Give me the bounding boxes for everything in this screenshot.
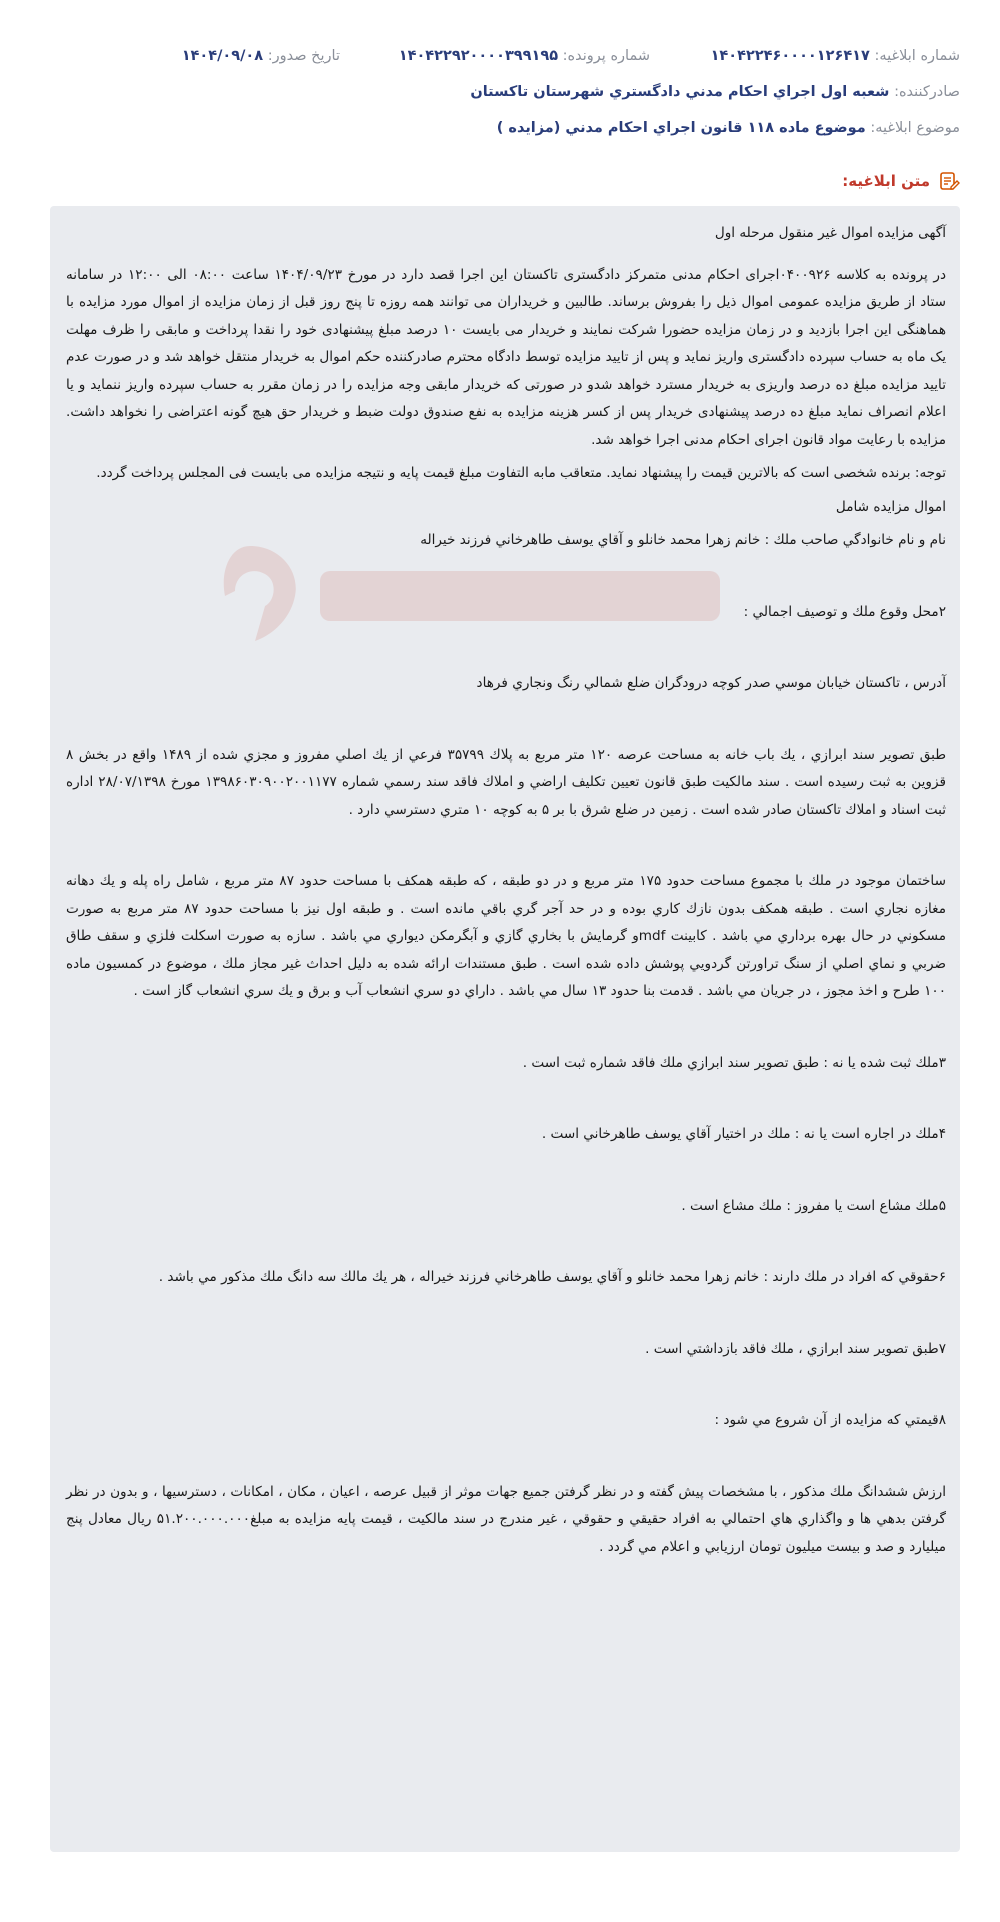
issuer: شعبه اول اجراي احکام مدني دادگستري شهرستان تاکستان xyxy=(470,84,890,100)
notice-text-heading: متن ابلاغيه: xyxy=(842,170,960,192)
paragraph-items-heading: اموال مزایده شامل xyxy=(835,498,946,515)
issuer-row: صادرکننده: شعبه اول اجراي احکام مدني دادگستري شهرستان تاکستان xyxy=(470,84,960,100)
document-edit-icon xyxy=(938,170,960,192)
notice-body xyxy=(50,206,960,1852)
paragraph-valuation: ارزش ششدانگ ملك مذكور ، با مشخصات پيش گفته و در نظر گرفتن جميع جهات موثر از قبيل عرصه ، اعيان ، مكان ، امكانات ، دسترسيها ، و بدون در نظر گرفتن بدهي ها و واگذاري هاي احتمالي به افراد حقيقي و حقوقي ، غير مندرج در سند مالكيت ، قيمت پايه مزايده به مبلغ۵۱.۲۰۰.۰۰۰.۰۰۰ ريال معادل پنج ميليارد و صد و بيست ميليون تومان ارزيابي و اعلام مي گردد . xyxy=(66,1483,946,1555)
paragraph-note: توجه: برنده شخصی است که بالاترین قیمت را پیشنهاد نماید. متعاقب مابه التفاوت مبلغ قیمت پایه و نتیجه مزایده می بایست فی المجلس پرداخت گردد. xyxy=(96,465,946,481)
paragraph-price-heading: ۸قيمتي كه مزايده از آن شروع مي شود : xyxy=(714,1412,946,1428)
paragraph-building: ساختمان موجود در ملك با مجموع مساحت حدود ۱۷۵ متر مربع و در دو طبقه ، كه طبقه همكف با مساحت حدود ۸۷ متر مربع ، شامل راه پله و يك دهانه مغازه نجاري است . طبقه همكف بدون نازك كاري بوده و در حد آجر گري باقي مانده است . و طبقه اول نيز با مساحت حدود ۸۷ متر مربع به صورت مسكوني در حال بهره برداري مي باشد . كابينت mdfو گرمايش با بخاري گازي و آبگرمكن ديواري مي باشد . سازه به صورت اسكلت فلزي و سقف طاق ضربي و نماي اصلي از سنگ تراورتن گردويي پوشش داده شده است . طبق مستندات ارائه شده به دليل احداث غير مجاز ملك ، موضوع در كمسيون ماده ۱۰۰ طرح و اخذ مجوز ، در جريان مي باشد . قدمت بنا حدود ۱۳ سال مي باشد . داراي دو سري انشعاب آب و برق و يك سري انشعاب گاز است . xyxy=(66,873,946,999)
paragraph-terms: در پرونده به کلاسه ۰۴۰۰۹۲۶اجرای احکام مدنی متمرکز دادگستری تاکستان این اجرا قصد دارد در مورخ ۱۴۰۴/۰۹/۲۳ ساعت ۰۸:۰۰ الی ۱۲:۰۰ در سامانه ستاد از طریق مزایده عمومی اموال ذیل را بفروش برساند. طالبین و خریداران می توانند همه روزه تا پنج روز قبل از زمان مزایده از اموال مورد مزایده با هماهنگی این اجرا بازدید و در زمان مزایده حضورا شرکت نمایند و خریدار می بایست ۱۰ درصد مبلغ پیشنهادی خود را نقدا پرداخت و مابقی را ظرف مهلت یک ماه به حساب سپرده دادگستری واریز نماید و پس از تایید مزایده توسط دادگاه محترم صادرکننده حکم اموال به خریدار منتقل خواهد شد و در صورت عدم تایید مزایده مبلغ ده درصد واریزی به خریدار مسترد خواهد شدو در صورتی که خریدار مابقی وجه مزایده را در زمان مقرر به حساب سپرده واریز ننماید و یا اعلام انصراف نماید مبلغ ده درصد پیشنهادی خریدار پس از کسر هزینه مزایده به نفع صندوق دولت ضبط و خریدار حق هیچ گونه اعتراضی را نخواهد داشت. مزایده با رعایت مواد قانون اجرای احکام مدنی اجرا خواهد شد. xyxy=(66,266,947,448)
paragraph-owner: نام و نام خانوادگي صاحب ملك : خانم زهرا محمد خانلو و آقاي يوسف طاهرخاني فرزند خيراله xyxy=(420,532,946,548)
subject: موضوع ماده ۱۱۸ قانون اجراي احکام مدني (مزايده ) xyxy=(496,120,866,136)
paragraph-address: آدرس ، تاكستان خيابان موسي صدر كوچه درودگران ضلع شمالي رنگ ونجاري فرهاد xyxy=(476,675,946,691)
paragraph-deed: طبق تصوير سند ابرازي ، يك باب خانه به مساحت عرصه ۱۲۰ متر مربع به پلاك ۳۵۷۹۹ فرعي از يك اصلي مفروز و مجزي شده از ۱۴۸۹ واقع در بخش ۸ قزوين به ثبت رسيده است . سند مالكيت طبق قانون تعيين تكليف اراضي و املاك فاقد سند رسمي شماره ۱۳۹۸۶۰۳۰۹۰۰۲۰۰۱۱۷۷ مورخ ۲۸/۰۷/۱۳۹۸ اداره ثبت اسناد و املاك تاكستان صادر شده است . زمين در ضلع شرق با بر ۵ به كوچه ۱۰ متري دسترسي دارد . xyxy=(66,746,947,818)
paragraph-registration: ۳ملك ثبت شده يا نه : طبق تصوير سند ابرازي ملك فاقد شماره ثبت است . xyxy=(522,1054,946,1071)
subject-row: موضوع ابلاغيه: موضوع ماده ۱۱۸ قانون اجراي احکام مدني (مزايده ) xyxy=(496,120,960,136)
notice-number: شماره ابلاغيه: ۱۴۰۴۲۲۴۶۰۰۰۰۱۲۶۴۱۷ xyxy=(710,48,960,64)
paragraph-rights: ۶حقوقي كه افراد در ملك دارند : خانم زهرا محمد خانلو و آقاي يوسف طاهرخاني فرزند خيراله ، هر يك مالك سه دانگ ملك مذكور مي باشد . xyxy=(158,1269,946,1285)
paragraph-location-heading: ۲محل وقوع ملك و توصيف اجمالي : xyxy=(743,603,946,620)
paragraph-shared: ۵ملك مشاع است يا مفروز : ملك مشاع است . xyxy=(681,1197,946,1214)
paragraph-title: آگهی مزایده اموال غیر منقول مرحله اول xyxy=(714,225,946,241)
issue-date: تاريخ صدور: ۱۴۰۴/۰۹/۰۸ xyxy=(181,48,340,64)
paragraph-seizure: ۷طبق تصوير سند ابرازي ، ملك فاقد بازداشتي است . xyxy=(645,1340,946,1357)
case-number: شماره پرونده: ۱۴۰۴۲۲۹۲۰۰۰۰۳۹۹۱۹۵ xyxy=(398,48,650,64)
paragraph-lease: ۴ملك در اجاره است يا نه : ملك در اختيار آقاي يوسف طاهرخاني است . xyxy=(541,1126,946,1142)
